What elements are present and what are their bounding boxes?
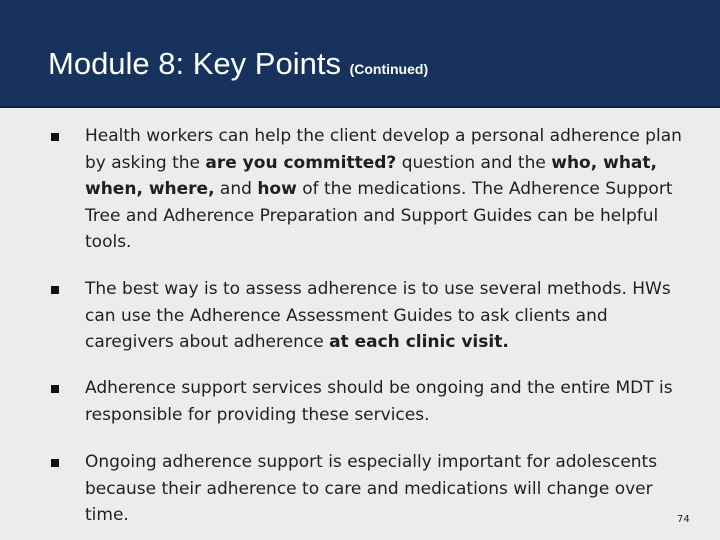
point-text: and (214, 179, 258, 199)
point-text: Health workers can help the client develop a personal adherence plan by asking the (85, 126, 682, 173)
key-point-3 (85, 375, 685, 428)
emphasis-text: how (257, 179, 297, 199)
key-point-2 (85, 276, 685, 356)
slide-title-text: Module 8: Key Points (48, 46, 341, 81)
key-point-1 (85, 123, 685, 256)
point-text: question and the (396, 152, 552, 173)
emphasis-text: are you committed? (205, 152, 397, 173)
point-text: The best way is to assess adherence is to use several methods. HWs can use the Adherence Assessment Guides to ask clients and caregivers about adherence (85, 279, 671, 352)
page-number: 74 (677, 514, 690, 525)
bullet-square-icon (51, 385, 59, 393)
point-text: Adherence support services should be ongoing and the entire MDT is responsible for providing these services. (85, 378, 673, 425)
emphasis-text: at each clinic visit. (329, 332, 509, 352)
slide-subtitle: (Continued) (349, 61, 429, 77)
bullet-square-icon (51, 133, 59, 141)
bullet-square-icon (51, 286, 59, 294)
bullet-square-icon (51, 459, 59, 467)
emphasis-text: who, what, when, where, (85, 152, 657, 199)
point-text: Ongoing adherence support is especially important for adolescents because their adherence to care and medications will change over time. (85, 452, 658, 525)
point-text: of the medications. The Adherence Support Tree and Adherence Preparation and Support Guides can be helpful tools. (85, 179, 673, 252)
key-point-4 (85, 449, 685, 529)
